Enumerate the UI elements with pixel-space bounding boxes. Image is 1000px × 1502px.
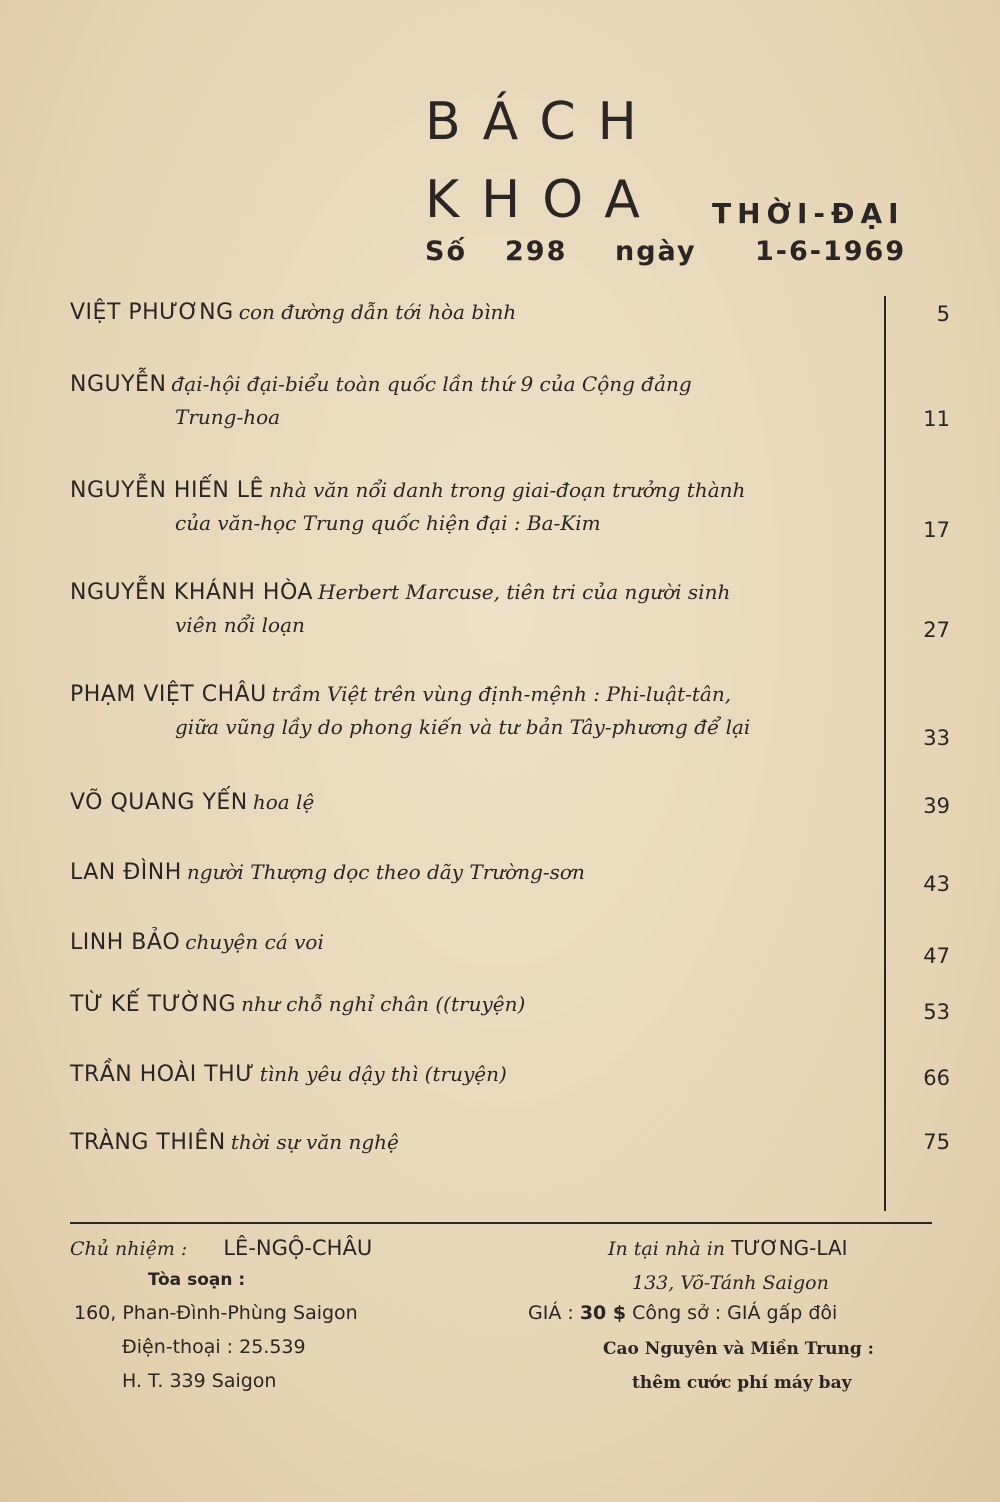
magazine-subtitle: THỜI-ĐẠI xyxy=(712,197,905,230)
printer-name: TƯƠNG-LAI xyxy=(731,1236,848,1260)
toc-page-number: 27 xyxy=(923,618,950,642)
toc-author: TỪ KẾ TƯỜNG xyxy=(70,992,237,1017)
toc-author: VÕ QUANG YẾN xyxy=(70,790,248,815)
toc-title: nhà văn nổi danh trong giai-đoạn trưởng thành xyxy=(269,478,746,502)
office-phone: Điện-thoại : 25.539 xyxy=(122,1336,306,1358)
masthead xyxy=(0,0,1000,290)
toc-author: LAN ĐÌNH xyxy=(70,860,182,885)
footer-rule xyxy=(70,1222,932,1224)
price-note: Công sở : GIÁ gấp đôi xyxy=(632,1302,838,1324)
toc-page-number: 47 xyxy=(923,944,950,968)
printer-label: In tại nhà in xyxy=(608,1238,726,1260)
issue-line xyxy=(425,236,906,267)
magazine-title-line2: KHOA xyxy=(425,170,662,230)
toc-entry xyxy=(70,1062,930,1087)
toc-title: chuyện cá voi xyxy=(185,930,324,954)
toc-page-number: 11 xyxy=(923,407,950,431)
toc-title-cont: Trung-hoa xyxy=(175,405,281,429)
toc-title: như chỗ nghỉ chân ((truyện) xyxy=(241,992,526,1016)
toc-title: con đường dẫn tới hòa bình xyxy=(238,300,517,324)
toc-entry xyxy=(70,478,930,535)
toc-page-number: 53 xyxy=(923,1000,950,1024)
toc-title-cont: giữa vũng lầy do phong kiến và tư bản Tây-phương để lại xyxy=(175,715,751,739)
toc-title-cont: của văn-học Trung quốc hiện đại : Ba-Kim xyxy=(175,511,601,535)
editor-line xyxy=(70,1236,372,1260)
toc-title: thời sự văn nghệ xyxy=(230,1130,399,1154)
issue-ngay-label: ngày xyxy=(615,236,697,267)
toc-page-number: 17 xyxy=(923,518,950,542)
toc-entry xyxy=(70,300,930,325)
magazine-title-line1: BÁCH xyxy=(425,92,659,152)
toc-author: NGUYỄN HIẾN LÊ xyxy=(70,478,264,503)
toc-author: NGUYỄN KHÁNH HÒA xyxy=(70,580,313,605)
toc-entry xyxy=(70,790,930,815)
editor-label: Chủ nhiệm : xyxy=(70,1238,188,1260)
toc-title: trầm Việt trên vùng định-mệnh : Phi-luật-tân, xyxy=(271,682,732,706)
region-note: Cao Nguyên và Miền Trung : xyxy=(603,1339,874,1359)
toc-entry xyxy=(70,860,930,885)
printer-line xyxy=(608,1236,848,1260)
issue-date: 1-6-1969 xyxy=(755,236,907,267)
toc-entry xyxy=(70,580,930,637)
toc-author: TRẦN HOÀI THƯ xyxy=(70,1062,255,1087)
airmail-note: thêm cước phí máy bay xyxy=(632,1373,852,1393)
toc-page-number: 5 xyxy=(936,302,950,326)
office-label: Tòa soạn : xyxy=(148,1270,246,1290)
toc-entry xyxy=(70,992,930,1017)
toc-author: TRÀNG THIÊN xyxy=(70,1130,226,1155)
toc-author: LINH BẢO xyxy=(70,930,181,955)
toc-entry xyxy=(70,1130,930,1155)
editor-name: LÊ-NGỘ-CHÂU xyxy=(223,1236,373,1260)
printer-address: 133, Võ-Tánh Saigon xyxy=(632,1272,829,1294)
toc-entry xyxy=(70,372,930,429)
price-line xyxy=(528,1302,837,1324)
toc-title-cont: viên nổi loạn xyxy=(175,613,305,637)
toc-author: NGUYỄN xyxy=(70,372,167,397)
toc-page-number: 33 xyxy=(923,726,950,750)
toc-page-number: 75 xyxy=(923,1130,950,1154)
toc-title: người Thượng dọc theo dãy Trường-sơn xyxy=(186,860,585,884)
toc-author: VIỆT PHƯƠNG xyxy=(70,300,234,325)
toc-entry xyxy=(70,930,930,955)
toc-author: PHẠM VIỆT CHÂU xyxy=(70,682,267,707)
price-value: 30 $ xyxy=(579,1302,627,1324)
toc-entry xyxy=(70,682,930,739)
toc-title: tình yêu dậy thì (truyện) xyxy=(259,1062,507,1086)
po-box: H. T. 339 Saigon xyxy=(122,1370,277,1392)
toc-title: hoa lệ xyxy=(252,790,315,814)
toc-page-number: 39 xyxy=(923,794,950,818)
toc-title: Herbert Marcuse, tiên tri của người sinh xyxy=(318,580,731,604)
issue-number: 298 xyxy=(505,236,568,267)
toc-page-number: 43 xyxy=(923,872,950,896)
toc-page-number: 66 xyxy=(923,1066,950,1090)
office-address: 160, Phan-Đình-Phùng Saigon xyxy=(74,1302,358,1324)
toc-title: đại-hội đại-biểu toàn quốc lần thứ 9 của Cộng đảng xyxy=(171,372,692,396)
issue-so-label: Số xyxy=(425,236,467,267)
price-label: GIÁ : xyxy=(528,1302,574,1324)
